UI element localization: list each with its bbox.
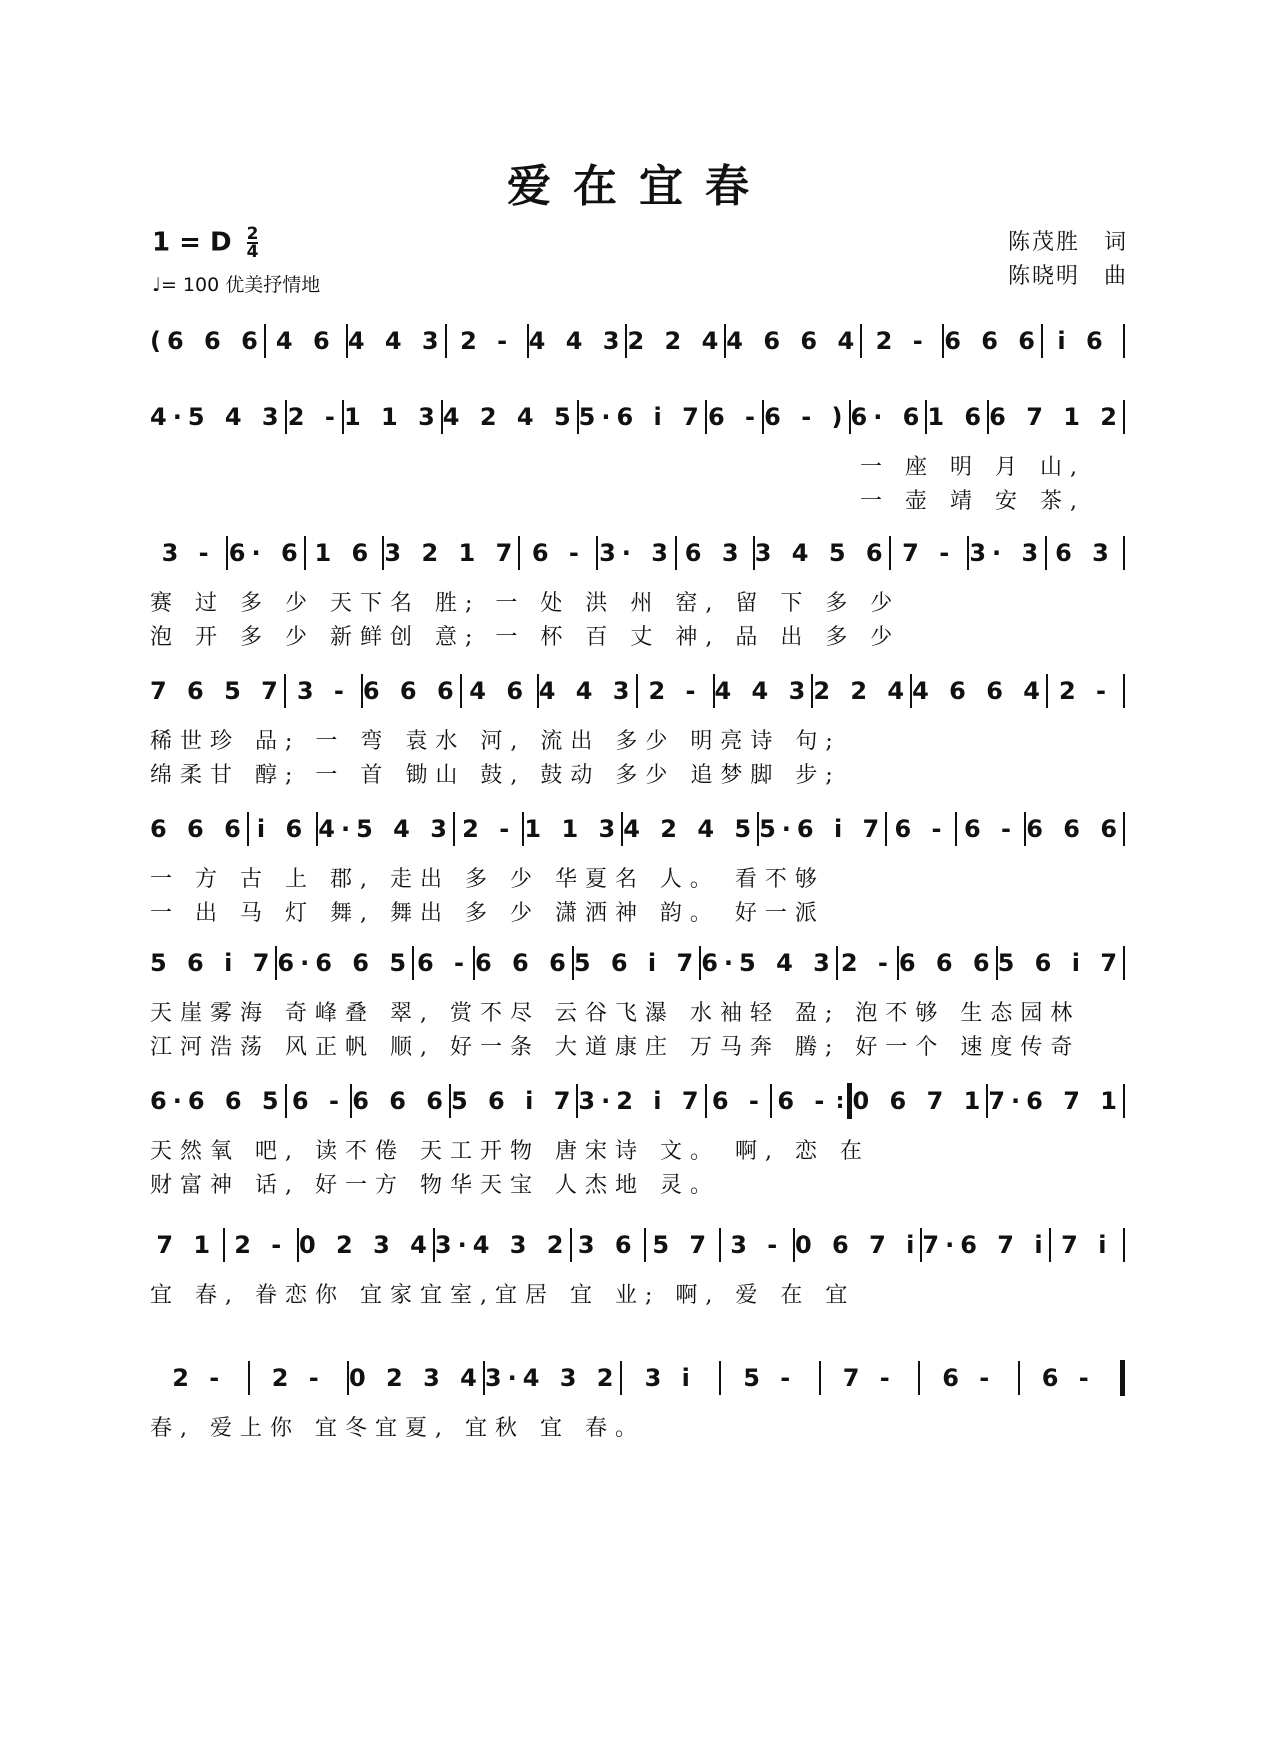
- measure: 7·6 7 i: [922, 1231, 1049, 1259]
- measure: 5·6 i 7: [759, 815, 886, 843]
- notation-line: [150, 394, 1125, 440]
- measure: 1 6: [314, 539, 375, 567]
- measure: 7·6 7 1: [988, 1087, 1123, 1115]
- measure: 2 -: [648, 677, 702, 705]
- measure: 2 -: [462, 815, 516, 843]
- measure: 4 6 6 4: [912, 677, 1046, 705]
- measure: 2 2 4: [813, 677, 911, 705]
- final-barline: [1120, 1360, 1125, 1396]
- lyric-verse-1: 宜 春, 眷恋你 宜家宜室,宜居 宜 业; 啊, 爱 在 宜: [150, 1283, 856, 1308]
- lyricist: 陈茂胜 词: [1007, 230, 1128, 255]
- notation-line: [150, 1078, 1125, 1124]
- measure: 0 2 3 4: [299, 1231, 433, 1259]
- measure: 6 - ): [764, 403, 849, 431]
- measure: 2 -: [271, 1364, 325, 1392]
- measure: 4·5 4 3: [150, 403, 285, 431]
- measure: 4 2 4 5: [623, 815, 758, 843]
- measure: 6· 6: [850, 403, 926, 431]
- measure: 4 4 3: [347, 327, 445, 355]
- measure: 5 6 i 7: [451, 1087, 577, 1115]
- measure: 5 6 i 7: [997, 949, 1124, 977]
- barline: [1123, 674, 1125, 708]
- measure: 3 2 1 7: [384, 539, 519, 567]
- measure: 6 6 6: [150, 815, 247, 843]
- measure: 6 3: [1055, 539, 1115, 567]
- measure: 6 -: [942, 1364, 996, 1392]
- measure: 2 -: [172, 1364, 226, 1392]
- measure: 0 2 3 4: [349, 1364, 483, 1392]
- measure: 3 i: [644, 1364, 696, 1392]
- measure: 3·4 3 2: [434, 1231, 570, 1259]
- lyric-verse-1: 天崖雾海 奇峰叠 翠, 赏不尽 云谷飞瀑 水袖轻 盈; 泡不够 生态园林: [150, 1001, 1081, 1026]
- measure: 6 -: [777, 1087, 831, 1115]
- measure: 6·6 6 5: [277, 949, 413, 977]
- notation-line: [150, 806, 1125, 852]
- measure: 3 -: [730, 1231, 784, 1259]
- measure: 3·4 3 2: [484, 1364, 620, 1392]
- measure: 2 -: [460, 327, 514, 355]
- measure: 4 6: [275, 327, 336, 355]
- measure: 2 -: [1058, 677, 1112, 705]
- measure: 6 -: [417, 949, 471, 977]
- measure: 1 1 3: [343, 403, 441, 431]
- notation-line: [150, 668, 1125, 714]
- time-denominator: 4: [246, 242, 259, 262]
- lyric-verse-2: 泡 开 多 少 新鲜创 意; 一 杯 百 丈 神, 品 出 多 少: [150, 625, 901, 650]
- barline: [1123, 1084, 1125, 1118]
- measure: 0 6 7 1: [852, 1087, 987, 1115]
- key-signature: [152, 226, 258, 260]
- barline: [1123, 946, 1125, 980]
- measure: 3·2 i 7: [578, 1087, 705, 1115]
- lyric-verse-1: 一 座 明 月 山,: [860, 455, 1085, 480]
- measure: 3· 3: [969, 539, 1045, 567]
- measure: 6· 6: [228, 539, 304, 567]
- lyric-verse-1: 稀世珍 品; 一 弯 袁水 河, 流出 多少 明亮诗 句;: [150, 729, 841, 754]
- measure: 3 -: [296, 677, 350, 705]
- composer: 陈晓明 曲: [1007, 264, 1128, 289]
- measure: 6 6 6: [352, 1087, 449, 1115]
- measure: 7 6 5 7: [150, 677, 284, 705]
- time-signature: [247, 226, 259, 260]
- measure: 4 2 4 5: [442, 403, 577, 431]
- measure: 6 6 6: [898, 949, 996, 977]
- notation-line: [150, 1222, 1125, 1268]
- measure: 6 6 6: [475, 949, 572, 977]
- measure: 6 -: [1041, 1364, 1095, 1392]
- measure: 6 7 1 2: [989, 403, 1124, 431]
- measure: 1 6: [927, 403, 988, 431]
- measure: 3 -: [161, 539, 215, 567]
- measure: 5 6 i 7: [150, 949, 276, 977]
- lyric-verse-1: 一 方 古 上 郡, 走出 多 少 华夏名 人。 看不够: [150, 867, 825, 892]
- measure: 2 -: [840, 949, 894, 977]
- notation-line: [150, 1355, 1125, 1401]
- measure: 4 4 3: [538, 677, 636, 705]
- measure: (6 6 6: [150, 327, 264, 355]
- lyric-verse-2: 绵柔甘 醇; 一 首 锄山 鼓, 鼓动 多少 追梦脚 步;: [150, 763, 841, 788]
- measure: 5 7: [652, 1231, 713, 1259]
- measure: 6·6 6 5: [150, 1087, 285, 1115]
- measure: 6 6 6: [1026, 815, 1124, 843]
- measure: 3· 3: [599, 539, 674, 567]
- time-numerator: 2: [246, 224, 259, 244]
- measure: 1 1 3: [524, 815, 622, 843]
- measure: 6·5 4 3: [701, 949, 836, 977]
- measure: 4 4 3: [714, 677, 812, 705]
- measure: 6 -: [894, 815, 948, 843]
- notation-line: [150, 530, 1125, 576]
- measure: 7 1: [156, 1231, 217, 1259]
- song-title: 爱在宜春: [507, 161, 771, 212]
- lyric-verse-2: 财富神 话, 好一方 物华天宝 人杰地 灵。: [150, 1173, 720, 1198]
- credits: [1008, 226, 1128, 294]
- measure: 7 -: [842, 1364, 896, 1392]
- barline: [1123, 812, 1125, 846]
- measure: 4 6 6 4: [726, 327, 861, 355]
- barline: [1123, 536, 1125, 570]
- barline: [1123, 324, 1125, 358]
- measure: 5 -: [743, 1364, 797, 1392]
- measure: 3 4 5 6: [754, 539, 889, 567]
- measure: 3 6: [577, 1231, 638, 1259]
- lyric-verse-2: 江河浩荡 风正帆 顺, 好一条 大道康庄 万马奔 腾; 好一个 速度传奇: [150, 1035, 1081, 1060]
- measure: i 6: [1057, 327, 1109, 355]
- notation-line: [150, 318, 1125, 364]
- measure: 6 3: [684, 539, 745, 567]
- notation-line: [150, 940, 1125, 986]
- tempo-marking: ♩= 100 优美抒情地: [152, 274, 321, 296]
- measure: 2 2 4: [627, 327, 725, 355]
- measure: 2 -: [287, 403, 341, 431]
- measure: 6 -: [711, 1087, 765, 1115]
- measure: 4 6: [469, 677, 530, 705]
- measure: 7 i: [1061, 1231, 1113, 1259]
- lyric-verse-1: 天然氧 吧, 读不倦 天工开物 唐宋诗 文。 啊, 恋 在: [150, 1139, 870, 1164]
- measure: 6 -: [291, 1087, 345, 1115]
- measure: 6 -: [531, 539, 585, 567]
- measure: 6 6 6: [944, 327, 1041, 355]
- key-text: 1 = D: [152, 227, 232, 258]
- barline: [1123, 400, 1125, 434]
- lyric-verse-1: 春, 爱上你 宜冬宜夏, 宜秋 宜 春。: [150, 1416, 645, 1441]
- measure: 5 6 i 7: [573, 949, 700, 977]
- measure: 6 -: [707, 403, 761, 431]
- measure: 6 -: [963, 815, 1017, 843]
- measure: 2 -: [234, 1231, 288, 1259]
- measure: 6 6 6: [362, 677, 460, 705]
- measure: 0 6 7 i: [795, 1231, 921, 1259]
- lyric-verse-1: 赛 过 多 少 天下名 胜; 一 处 洪 州 窑, 留 下 多 少: [150, 591, 901, 616]
- measure: 4·5 4 3: [318, 815, 453, 843]
- measure: i 6: [256, 815, 309, 843]
- repeat-dots: :: [835, 1088, 845, 1114]
- barline: [1123, 1228, 1125, 1262]
- measure: 5·6 i 7: [578, 403, 705, 431]
- measure: 2 -: [875, 327, 929, 355]
- lyric-verse-2: 一 壶 靖 安 茶,: [860, 489, 1085, 514]
- measure: 7 -: [902, 539, 956, 567]
- lyric-verse-2: 一 出 马 灯 舞, 舞出 多 少 潇洒神 韵。 好一派: [150, 901, 825, 926]
- measure: 4 4 3: [528, 327, 626, 355]
